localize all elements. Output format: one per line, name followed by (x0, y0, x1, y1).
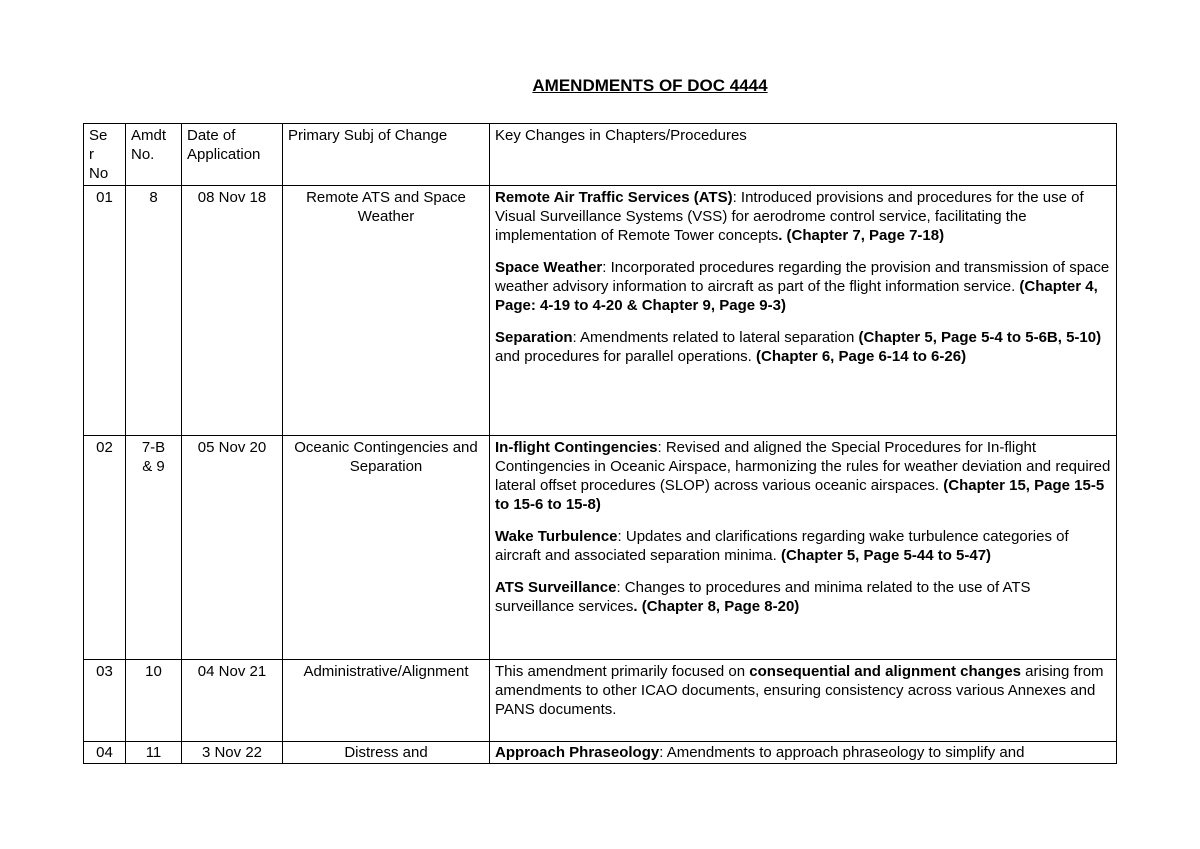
cell-ser: 04 (84, 742, 126, 764)
change-item: In-flight Contingencies: Revised and aligned the Special Procedures for In-flight Contingencies in Oceanic Airspace, harmonizing the rules for weather deviation and required lateral offset procedures (SLOP) across various oceanic airspaces. (Chapter 15, Page 15-5 to 15-6 to 15-8) (495, 439, 1111, 513)
cell-amdt: 7-B & 9 (126, 436, 182, 660)
cell-key-changes: This amendment primarily focused on consequential and alignment changes arising from amendments to other ICAO documents, ensuring consistency across various Annexes and PANS documents. (490, 660, 1117, 742)
table-row (84, 186, 1117, 436)
cell-subject: Oceanic Contingencies and Separation (283, 436, 490, 660)
table-row (84, 436, 1117, 660)
change-item: Separation: Amendments related to lateral separation (Chapter 5, Page 5-4 to 5-6B, 5-10) and procedures for parallel operations. (Chapter 6, Page 6-14 to 6-26) (495, 329, 1102, 365)
cell-amdt: 10 (126, 660, 182, 742)
change-item: Space Weather: Incorporated procedures regarding the provision and transmission of space weather advisory information to aircraft as part of the flight information service. (Chapter 4, Page: 4-19 to 4-20 & Chapter 9, Page 9-3) (495, 259, 1110, 314)
cell-ser: 02 (84, 436, 126, 660)
change-item: Remote Air Traffic Services (ATS): Introduced provisions and procedures for the use of Visual Surveillance Systems (VSS) for aerodrome control service, facilitating the implementation of Remote Tower concepts. (Chapter 7, Page 7-18) (495, 189, 1084, 244)
change-item: ATS Surveillance: Changes to procedures and minima related to the use of ATS surveillance services. (Chapter 8, Page 8-20) (495, 579, 1031, 615)
cell-key-changes (490, 436, 1117, 660)
cell-key-changes: Approach Phraseology: Amendments to approach phraseology to simplify and (490, 742, 1117, 764)
cell-ser: 01 (84, 186, 126, 436)
table-row (84, 742, 1117, 764)
cell-subject: Administrative/Alignment (283, 660, 490, 742)
cell-subject: Distress and (283, 742, 490, 764)
document-title: AMENDMENTS OF DOC 4444 (532, 76, 768, 95)
table-row (84, 660, 1117, 742)
header-amdt-no: Amdt No. (126, 124, 182, 186)
amendments-table (83, 123, 1117, 764)
header-ser-no: Se r No (84, 124, 126, 186)
header-primary-subject: Primary Subj of Change (283, 124, 490, 186)
cell-key-changes (490, 186, 1117, 436)
cell-ser: 03 (84, 660, 126, 742)
cell-subject: Remote ATS and Space Weather (283, 186, 490, 436)
cell-date: 05 Nov 20 (182, 436, 283, 660)
cell-amdt: 11 (126, 742, 182, 764)
header-date-of-application: Date of Application (182, 124, 283, 186)
cell-date: 08 Nov 18 (182, 186, 283, 436)
cell-amdt: 8 (126, 186, 182, 436)
change-item: Wake Turbulence: Updates and clarifications regarding wake turbulence categories of aircraft and associated separation minima. (Chapter 5, Page 5-44 to 5-47) (495, 528, 1069, 564)
header-key-changes: Key Changes in Chapters/Procedures (490, 124, 1117, 186)
cell-date: 04 Nov 21 (182, 660, 283, 742)
table-header-row (84, 124, 1117, 186)
cell-date: 3 Nov 22 (182, 742, 283, 764)
